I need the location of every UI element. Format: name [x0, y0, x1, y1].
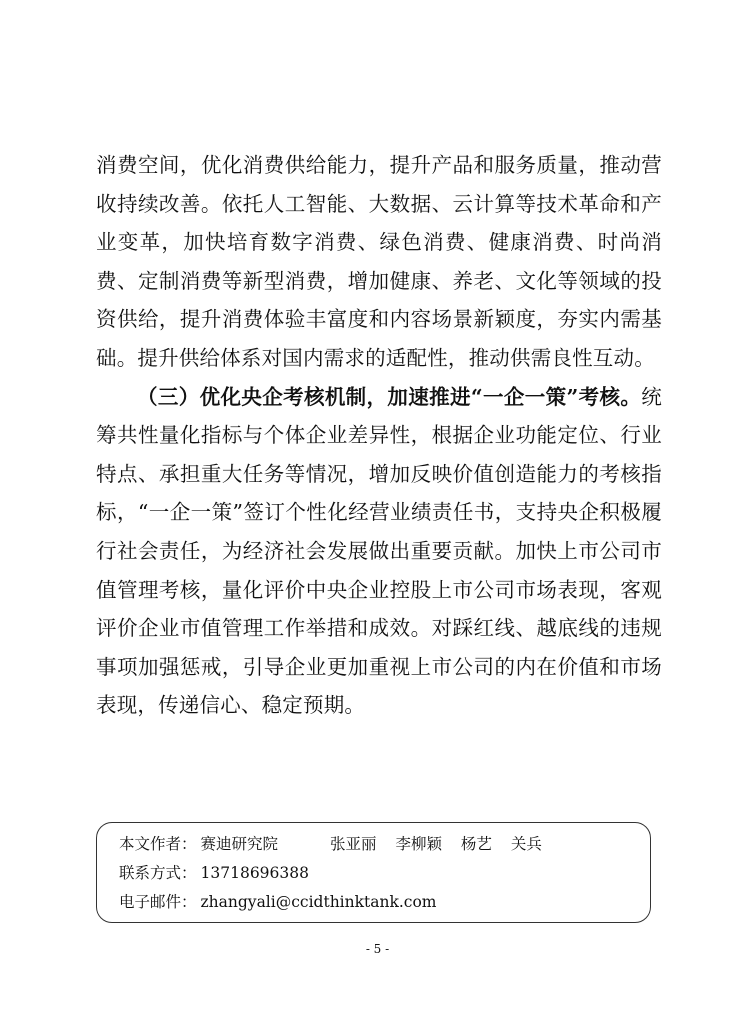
author-label: 本文作者：	[119, 835, 197, 853]
body-text	[96, 146, 662, 725]
email-line	[119, 891, 437, 913]
email-address: zhangyali@ccidthinktank.com	[200, 893, 437, 911]
paragraph-2	[96, 378, 662, 725]
author-info-box	[96, 822, 651, 923]
author-org: 赛迪研究院	[200, 835, 279, 853]
paragraph-2-text: 统筹共性量化指标与个体企业差异性，根据企业功能定位、行业特点、承担重大任务等情况，增加反映价值创造能力的考核指标，“一企一策”签订个性化经营业绩责任书，支持央企积极履行社会责任，为经济社会发展做出重要贡献。加快上市公司市值管理考核，量化评价中央企业控股上市公司市场表现，客观评价企业市值管理工作举措和成效。对踩红线、越底线的违规事项加强惩戒，引导企业更加重视上市公司的内在价值和市场表现，传递信心、稳定预期。	[96, 384, 662, 718]
contact-phone: 13718696388	[200, 864, 309, 882]
paragraph-1: 消费空间，优化消费供给能力，提升产品和服务质量，推动营收持续改善。依托人工智能、大数据、云计算等技术革命和产业变革，加快培育数字消费、绿色消费、健康消费、时尚消费、定制消费等新型消费，增加健康、养老、文化等领域的投资供给，提升消费体验丰富度和内容场景新颖度，夯实内需基础。提升供给体系对国内需求的适配性，推动供需良性互动。	[96, 153, 662, 370]
author-names: 张亚丽 李柳颖 杨艺 关兵	[330, 835, 542, 853]
contact-line	[119, 862, 309, 884]
page-number: - 5 -	[365, 942, 390, 956]
contact-label: 联系方式：	[119, 864, 197, 882]
section-heading: （三）优化央企考核机制，加速推进“一企一策”考核。	[137, 384, 642, 409]
author-line	[119, 833, 542, 855]
email-label: 电子邮件：	[119, 893, 197, 911]
